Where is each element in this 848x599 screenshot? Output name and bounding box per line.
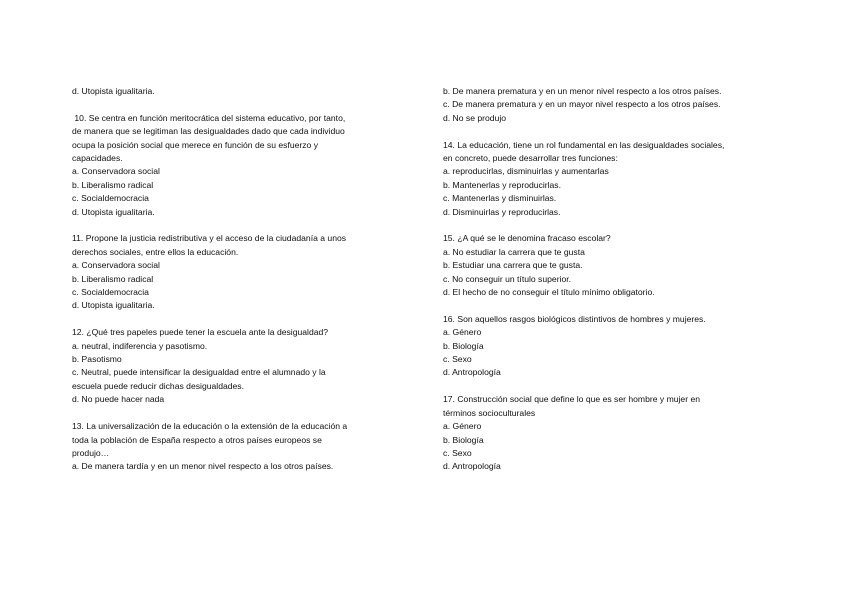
right-column bbox=[443, 85, 788, 474]
answer-option: b. De manera prematura y en un menor nivel respecto a los otros países. bbox=[443, 86, 722, 96]
question-text-line: 13. La universalización de la educación o la extensión de la educación a bbox=[72, 421, 348, 432]
answer-option: c. Neutral, puede intensificar la desigualdad entre el alumnado y la bbox=[72, 367, 326, 378]
q9-option-d: d. Utopista igualitaria. bbox=[72, 86, 155, 96]
question-text-line: 10. Se centra en función meritocrática del sistema educativo, por tanto, bbox=[72, 112, 346, 123]
question-text-line: 11. Propone la justicia redistributiva y el acceso de la ciudadanía a unos bbox=[72, 233, 347, 244]
answer-option: c. Sexo bbox=[443, 354, 472, 365]
question-12 bbox=[72, 326, 407, 406]
answer-option: d. Utopista igualitaria. bbox=[72, 206, 155, 217]
answer-option: d. El hecho de no conseguir el título mínimo obligatorio. bbox=[443, 287, 655, 298]
answer-option: a. Conservadora social bbox=[72, 166, 160, 177]
answer-option: escuela puede reducir dichas desigualdades. bbox=[72, 380, 244, 391]
question-text-line: de manera que se legitiman las desigualdades dado que cada individuo bbox=[72, 126, 345, 137]
question-17 bbox=[443, 393, 788, 473]
question-15 bbox=[443, 232, 788, 299]
question-text-line: 17. Construcción social que define lo que es ser hombre y mujer en bbox=[443, 394, 700, 405]
answer-option: d. Disminuirlas y reproducirlas. bbox=[443, 206, 561, 217]
question-text-line: toda la población de España respecto a otros países europeos se bbox=[72, 434, 322, 445]
question-text-line: 12. ¿Qué tres papeles puede tener la escuela ante la desigualdad? bbox=[72, 327, 329, 338]
answer-option: c. Sexo bbox=[443, 447, 472, 458]
answer-option: a. reproducirlas, disminuirlas y aumentarlas bbox=[443, 166, 609, 177]
answer-option: d. Antropología bbox=[443, 367, 501, 378]
answer-option: d. No se produjo bbox=[443, 112, 507, 123]
answer-option: b. Liberalismo radical bbox=[72, 179, 154, 190]
answer-option: c. Socialdemocracia bbox=[72, 287, 149, 298]
answer-option: b. Liberalismo radical bbox=[72, 273, 154, 284]
question-text-line: términos socioculturales bbox=[443, 407, 536, 418]
answer-option: a. Género bbox=[443, 327, 482, 338]
answer-option: a. Conservadora social bbox=[72, 260, 160, 271]
question-text-line: derechos sociales, entre ellos la educación. bbox=[72, 246, 239, 257]
question-16 bbox=[443, 313, 788, 380]
question-text-line: produjo… bbox=[72, 447, 110, 458]
answer-option: b. Mantenerlas y reproducirlas. bbox=[443, 179, 561, 190]
answer-option: d. No puede hacer nada bbox=[72, 394, 165, 405]
answer-option: c. Socialdemocracia bbox=[72, 193, 149, 204]
answer-option: b. Pasotismo bbox=[72, 354, 122, 365]
answer-option: c. No conseguir un título superior. bbox=[443, 273, 572, 284]
answer-option: a. Género bbox=[443, 421, 482, 432]
question-10 bbox=[72, 112, 407, 219]
answer-option: c. Mantenerlas y disminuirlas. bbox=[443, 193, 557, 204]
answer-option: d. Utopista igualitaria. bbox=[72, 300, 155, 311]
question-text-line: 15. ¿A qué se le denomina fracaso escolar? bbox=[443, 233, 611, 244]
answer-option: b. Biología bbox=[443, 340, 484, 351]
question-text-line: capacidades. bbox=[72, 153, 123, 164]
answer-option: a. neutral, indiferencia y pasotismo. bbox=[72, 340, 208, 351]
answer-option: c. De manera prematura y en un mayor nivel respecto a los otros países. bbox=[443, 99, 721, 110]
question-13-continued bbox=[443, 85, 788, 125]
question-text-line: 14. La educación, tiene un rol fundamental en las desigualdades sociales, bbox=[443, 139, 725, 150]
answer-option: a. No estudiar la carrera que te gusta bbox=[443, 246, 585, 257]
answer-option: d. Antropología bbox=[443, 461, 501, 472]
question-14 bbox=[443, 139, 788, 219]
question-13 bbox=[72, 420, 407, 474]
left-column bbox=[72, 85, 407, 474]
answer-option: b. Biología bbox=[443, 434, 484, 445]
answer-option: b. Estudiar una carrera que te gusta. bbox=[443, 260, 583, 271]
question-text-line: en concreto, puede desarrollar tres funciones: bbox=[443, 153, 618, 164]
question-11 bbox=[72, 232, 407, 312]
answer-option: a. De manera tardía y en un menor nivel respecto a los otros países. bbox=[72, 461, 334, 472]
question-text-line: ocupa la posición social que merece en función de su esfuerzo y bbox=[72, 139, 319, 150]
question-text-line: 16. Son aquellos rasgos biológicos distintivos de hombres y mujeres. bbox=[443, 313, 706, 324]
